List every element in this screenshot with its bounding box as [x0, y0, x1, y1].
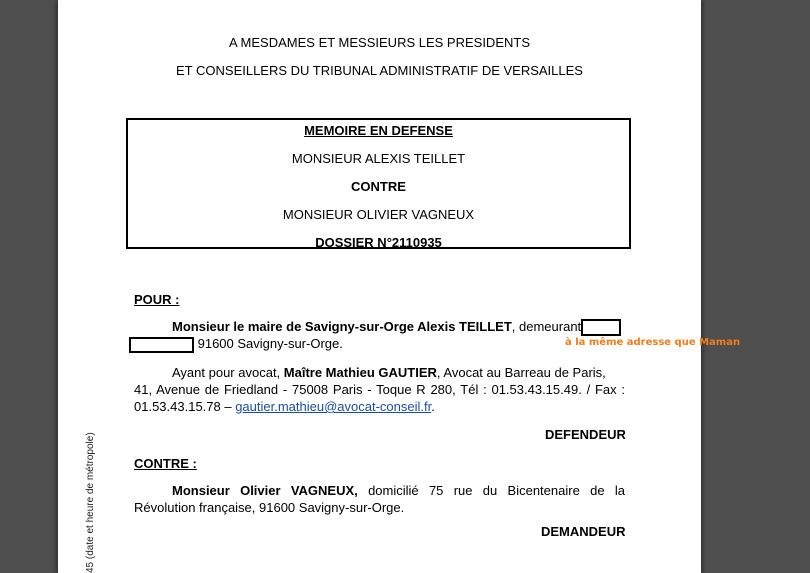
fax-number: 01.53.43.15.78 –: [134, 399, 236, 414]
avocat-line-2: 41, Avenue de Friedland - 75008 Paris - Toque R 280, Tél : 01.53.43.15.49. / Fax :: [134, 382, 625, 397]
contre-line-1: [172, 483, 625, 499]
avocat-line-3: [134, 399, 435, 415]
email-link[interactable]: gautier.mathieu@avocat-conseil.fr: [235, 399, 432, 414]
avocat-line-1: [172, 365, 606, 381]
header-line-1: A MESDAMES ET MESSIEURS LES PRESIDENTS: [228, 35, 530, 50]
pour-name: Monsieur le maire de Savigny-sur-Orge Alexis TEILLET: [172, 319, 512, 334]
header-line-2: ET CONSEILLERS DU TRIBUNAL ADMINISTRATIF DE VERSAILLES: [176, 63, 583, 78]
box-party-1: MONSIEUR ALEXIS TEILLET: [291, 151, 466, 166]
period: .: [431, 399, 435, 414]
avocat-intro: Ayant pour avocat,: [172, 365, 284, 380]
contre-line-2: Révolution française, 91600 Savigny-sur-Orge.: [134, 500, 405, 515]
demandeur-label: DEMANDEUR: [541, 524, 626, 539]
side-margin-text: 45 (date et heure de métropole): [85, 432, 96, 573]
pour-line-2: [129, 336, 343, 353]
pour-city: 91600 Savigny-sur-Orge.: [194, 336, 343, 351]
box-contre: CONTRE: [351, 179, 406, 194]
defendeur-label: DEFENDEUR: [545, 427, 626, 442]
title-box: [126, 118, 631, 249]
handwritten-annotation: à la même adresse que Maman: [565, 337, 741, 348]
redaction-box-1: [581, 319, 621, 336]
document-page: [58, 0, 701, 573]
box-dossier: DOSSIER N°2110935: [315, 235, 442, 250]
avocat-rest: , Avocat au Barreau de Paris,: [436, 365, 606, 380]
contre-heading: CONTRE :: [134, 456, 197, 471]
pour-demeurant: , demeurant: [511, 319, 582, 334]
box-title: MEMOIRE EN DEFENSE: [304, 123, 453, 138]
contre-address: domicilié 75 rue du Bicentenaire de la: [357, 483, 625, 498]
box-party-2: MONSIEUR OLIVIER VAGNEUX: [282, 207, 475, 222]
pour-heading: POUR :: [134, 292, 180, 307]
redaction-box-2: [129, 337, 194, 353]
avocat-name: Maître Mathieu GAUTIER: [283, 365, 437, 380]
pour-line-1: [172, 319, 621, 336]
contre-name: Monsieur Olivier VAGNEUX,: [172, 483, 358, 498]
